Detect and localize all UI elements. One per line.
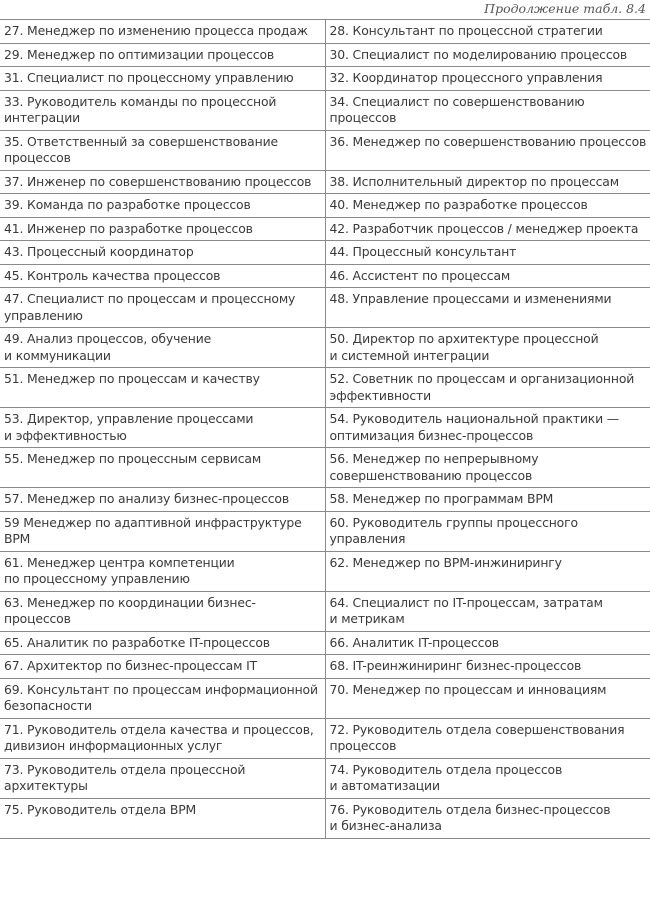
role-cell-left: 71. Руководитель отдела качества и процессов, дивизион информационных услуг xyxy=(0,718,325,758)
role-cell-left: 43. Процессный координатор xyxy=(0,241,325,265)
table-row xyxy=(0,288,650,328)
table-row xyxy=(0,170,650,194)
role-cell-right: 38. Исполнительный директор по процессам xyxy=(325,170,650,194)
role-cell-right: 74. Руководитель отдела процессов и автоматизации xyxy=(325,758,650,798)
table-row xyxy=(0,43,650,67)
table-row xyxy=(0,718,650,758)
table-row xyxy=(0,488,650,512)
table-row xyxy=(0,408,650,448)
role-cell-left: 53. Директор, управление процессами и эффективностью xyxy=(0,408,325,448)
role-cell-right: 44. Процессный консультант xyxy=(325,241,650,265)
role-cell-left: 31. Специалист по процессному управлению xyxy=(0,67,325,91)
role-cell-left: 33. Руководитель команды по процессной интеграции xyxy=(0,90,325,130)
role-cell-left: 63. Менеджер по координации бизнес- процессов xyxy=(0,591,325,631)
table-row xyxy=(0,20,650,44)
role-cell-left: 35. Ответственный за совершенствование процессов xyxy=(0,130,325,170)
table-row xyxy=(0,511,650,551)
role-cell-right: 66. Аналитик IT-процессов xyxy=(325,631,650,655)
role-cell-right: 32. Координатор процессного управления xyxy=(325,67,650,91)
role-cell-left: 41. Инженер по разработке процессов xyxy=(0,217,325,241)
role-cell-right: 30. Специалист по моделированию процессов xyxy=(325,43,650,67)
process-roles-table xyxy=(0,19,650,839)
role-cell-right: 42. Разработчик процессов / менеджер проекта xyxy=(325,217,650,241)
role-cell-right: 46. Ассистент по процессам xyxy=(325,264,650,288)
table-row xyxy=(0,90,650,130)
role-cell-left: 59 Менеджер по адаптивной инфраструктуре BPM xyxy=(0,511,325,551)
role-cell-right: 36. Менеджер по совершенствованию процессов xyxy=(325,130,650,170)
table-row xyxy=(0,591,650,631)
role-cell-left: 27. Менеджер по изменению процесса продаж xyxy=(0,20,325,44)
role-cell-right: 72. Руководитель отдела совершенствования процессов xyxy=(325,718,650,758)
role-cell-left: 47. Специалист по процессам и процессному управлению xyxy=(0,288,325,328)
role-cell-right: 64. Специалист по IT-процессам, затратам и метрикам xyxy=(325,591,650,631)
table-row xyxy=(0,798,650,838)
table-row xyxy=(0,758,650,798)
role-cell-left: 61. Менеджер центра компетенции по процессному управлению xyxy=(0,551,325,591)
role-cell-right: 70. Менеджер по процессам и инновациям xyxy=(325,678,650,718)
role-cell-left: 51. Менеджер по процессам и качеству xyxy=(0,368,325,408)
table-row xyxy=(0,631,650,655)
role-cell-right: 50. Директор по архитектуре процессной и системной интеграции xyxy=(325,328,650,368)
role-cell-right: 56. Менеджер по непрерывному совершенствованию процессов xyxy=(325,448,650,488)
role-cell-left: 29. Менеджер по оптимизации процессов xyxy=(0,43,325,67)
role-cell-left: 65. Аналитик по разработке IT-процессов xyxy=(0,631,325,655)
role-cell-right: 52. Советник по процессам и организационной эффективности xyxy=(325,368,650,408)
role-cell-right: 54. Руководитель национальной практики — оптимизация бизнес-процессов xyxy=(325,408,650,448)
table-row xyxy=(0,67,650,91)
table-row xyxy=(0,655,650,679)
table-row xyxy=(0,328,650,368)
role-cell-right: 68. IT-реинжиниринг бизнес-процессов xyxy=(325,655,650,679)
role-cell-right: 34. Специалист по совершенствованию процессов xyxy=(325,90,650,130)
role-cell-right: 76. Руководитель отдела бизнес-процессов и бизнес-анализа xyxy=(325,798,650,838)
table-row xyxy=(0,194,650,218)
role-cell-right: 28. Консультант по процессной стратегии xyxy=(325,20,650,44)
table-row xyxy=(0,448,650,488)
table-row xyxy=(0,130,650,170)
role-cell-left: 75. Руководитель отдела BPM xyxy=(0,798,325,838)
table-row xyxy=(0,217,650,241)
role-cell-right: 62. Менеджер по BPM-инжинирингу xyxy=(325,551,650,591)
table-row xyxy=(0,368,650,408)
role-cell-left: 39. Команда по разработке процессов xyxy=(0,194,325,218)
role-cell-left: 49. Анализ процессов, обучение и коммуникации xyxy=(0,328,325,368)
table-continuation-caption: Продолжение табл. 8.4 xyxy=(484,1,646,16)
role-cell-left: 73. Руководитель отдела процессной архитектуры xyxy=(0,758,325,798)
role-cell-right: 58. Менеджер по программам BPM xyxy=(325,488,650,512)
table-row xyxy=(0,551,650,591)
role-cell-left: 67. Архитектор по бизнес-процессам IT xyxy=(0,655,325,679)
table-row xyxy=(0,241,650,265)
role-cell-left: 57. Менеджер по анализу бизнес-процессов xyxy=(0,488,325,512)
role-cell-right: 60. Руководитель группы процессного управления xyxy=(325,511,650,551)
process-roles-table-body xyxy=(0,20,650,839)
role-cell-right: 48. Управление процессами и изменениями xyxy=(325,288,650,328)
table-row xyxy=(0,678,650,718)
role-cell-right: 40. Менеджер по разработке процессов xyxy=(325,194,650,218)
role-cell-left: 37. Инженер по совершенствованию процессов xyxy=(0,170,325,194)
role-cell-left: 55. Менеджер по процессным сервисам xyxy=(0,448,325,488)
role-cell-left: 45. Контроль качества процессов xyxy=(0,264,325,288)
table-row xyxy=(0,264,650,288)
role-cell-left: 69. Консультант по процессам информационной безопасности xyxy=(0,678,325,718)
